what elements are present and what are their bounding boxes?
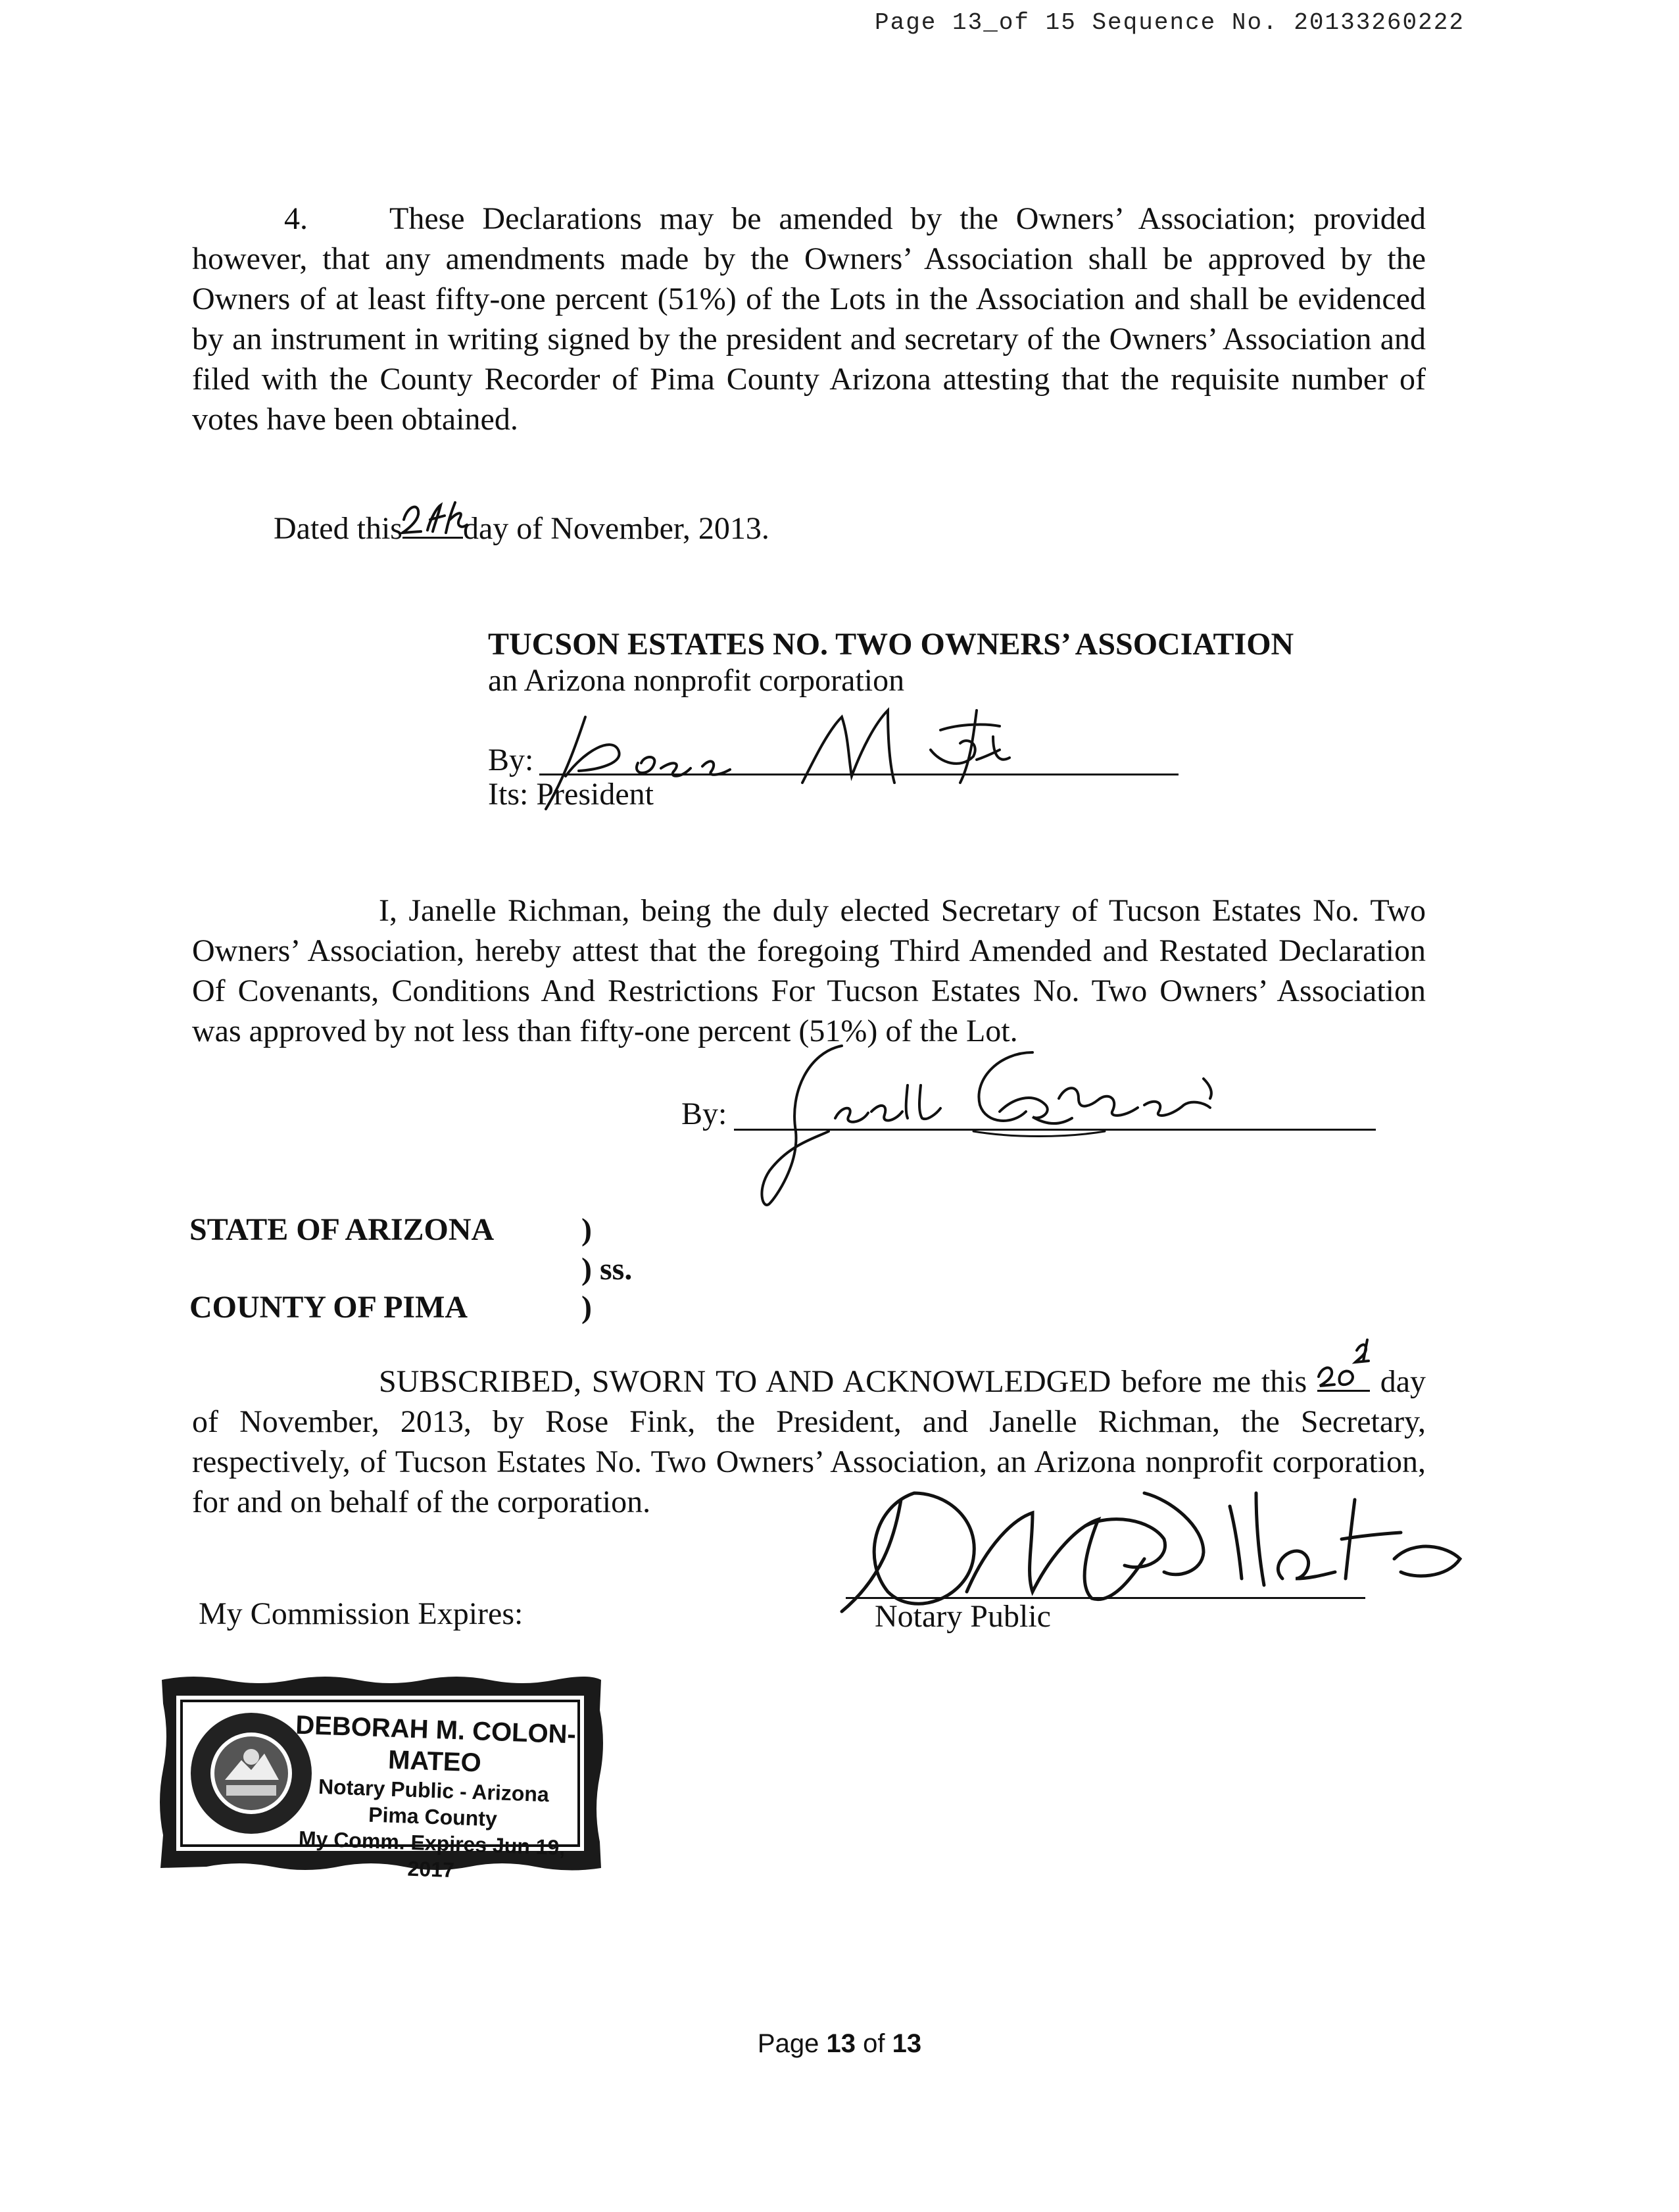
section-number: 4. [284, 201, 308, 236]
stamp-text [276, 1709, 591, 1888]
attestation-paragraph [192, 891, 1426, 1051]
notary-day-handwriting [1315, 1331, 1380, 1390]
stamp-title: Notary Public - Arizona [318, 1774, 550, 1807]
secretary-by-label: By: [681, 1096, 727, 1131]
venue-county: COUNTY OF PIMA [189, 1290, 468, 1325]
association-name: TUCSON ESTATES NO. TWO OWNERS’ ASSOCIATION [488, 627, 1294, 662]
dated-day-handwriting [399, 493, 471, 539]
association-subtitle: an Arizona nonprofit corporation [488, 663, 905, 698]
dated-line [274, 510, 769, 547]
commission-expires-label: My Commission Expires: [199, 1596, 523, 1631]
notary-public-label: Notary Public [875, 1599, 1051, 1634]
stamp-notary-name: DEBORAH M. COLON-MATEO [295, 1710, 577, 1778]
venue-paren-2: ) [581, 1290, 592, 1325]
president-title-line [488, 776, 654, 813]
dated-prefix: Dated this [274, 511, 402, 546]
footer-of: of [863, 2029, 885, 2058]
secretary-signature-graphic [750, 1039, 1250, 1210]
page-sequence-header: Page 13_of 15 Sequence No. 20133260222 [875, 9, 1465, 36]
footer-prefix: Page [757, 2029, 819, 2058]
stamp-expiration: My Comm. Expires Jun 19, 2017 [298, 1826, 566, 1882]
notary-text-before: SUBSCRIBED, SWORN TO AND ACKNOWLEDGED before me this [379, 1364, 1307, 1399]
venue-paren-1: ) [581, 1212, 592, 1247]
notary-text-after: day of November, 2013, by Rose Fink, the President, and Janelle Richman, the Secretary, respectively, of Tucson Estates No. Two Owners’ Association, an Arizona nonprofit corporation, for and on behalf of the corporation. [192, 1364, 1426, 1519]
notary-day-blank [1317, 1364, 1370, 1392]
section-4-text: These Declarations may be amended by the Owners’ Association; provided however, that any amendments made by the Owners’ Association shall be approved by the Owners of at least fifty-one percent (51%) of the Lots in the Association and shall be evidenced by an instrument in writing signed by the president and secretary of the Owners’ Association and filed with the County Recorder of Pima County Arizona attesting that the requisite number of votes have been obtained. [192, 201, 1426, 437]
secretary-signature [750, 1039, 1250, 1210]
dated-suffix: day of November, 2013. [462, 511, 769, 546]
venue-state: STATE OF ARIZONA [189, 1212, 495, 1247]
footer-total-pages: 13 [892, 2029, 922, 2058]
stamp-county: Pima County [368, 1802, 498, 1831]
president-by-label: By: [488, 743, 534, 777]
notary-stamp [154, 1671, 605, 1882]
its-title: President [536, 777, 654, 812]
dated-day-blank [402, 510, 463, 539]
section-4-paragraph [192, 199, 1426, 439]
page-footer [0, 2029, 1679, 2059]
footer-current-page: 13 [826, 2029, 856, 2058]
its-label: Its: [488, 777, 529, 812]
venue-ss: ) ss. [581, 1252, 633, 1287]
attestation-text: I, Janelle Richman, being the duly elected Secretary of Tucson Estates No. Two Owners’ Association, hereby attest that the foregoing Third Amended and Restated Declaration Of Covenants, Conditions And Restrictions For Tucson Estates No. Two Owners’ Association was approved by not less than fifty-one percent (51%) of the Lot. [192, 893, 1426, 1048]
